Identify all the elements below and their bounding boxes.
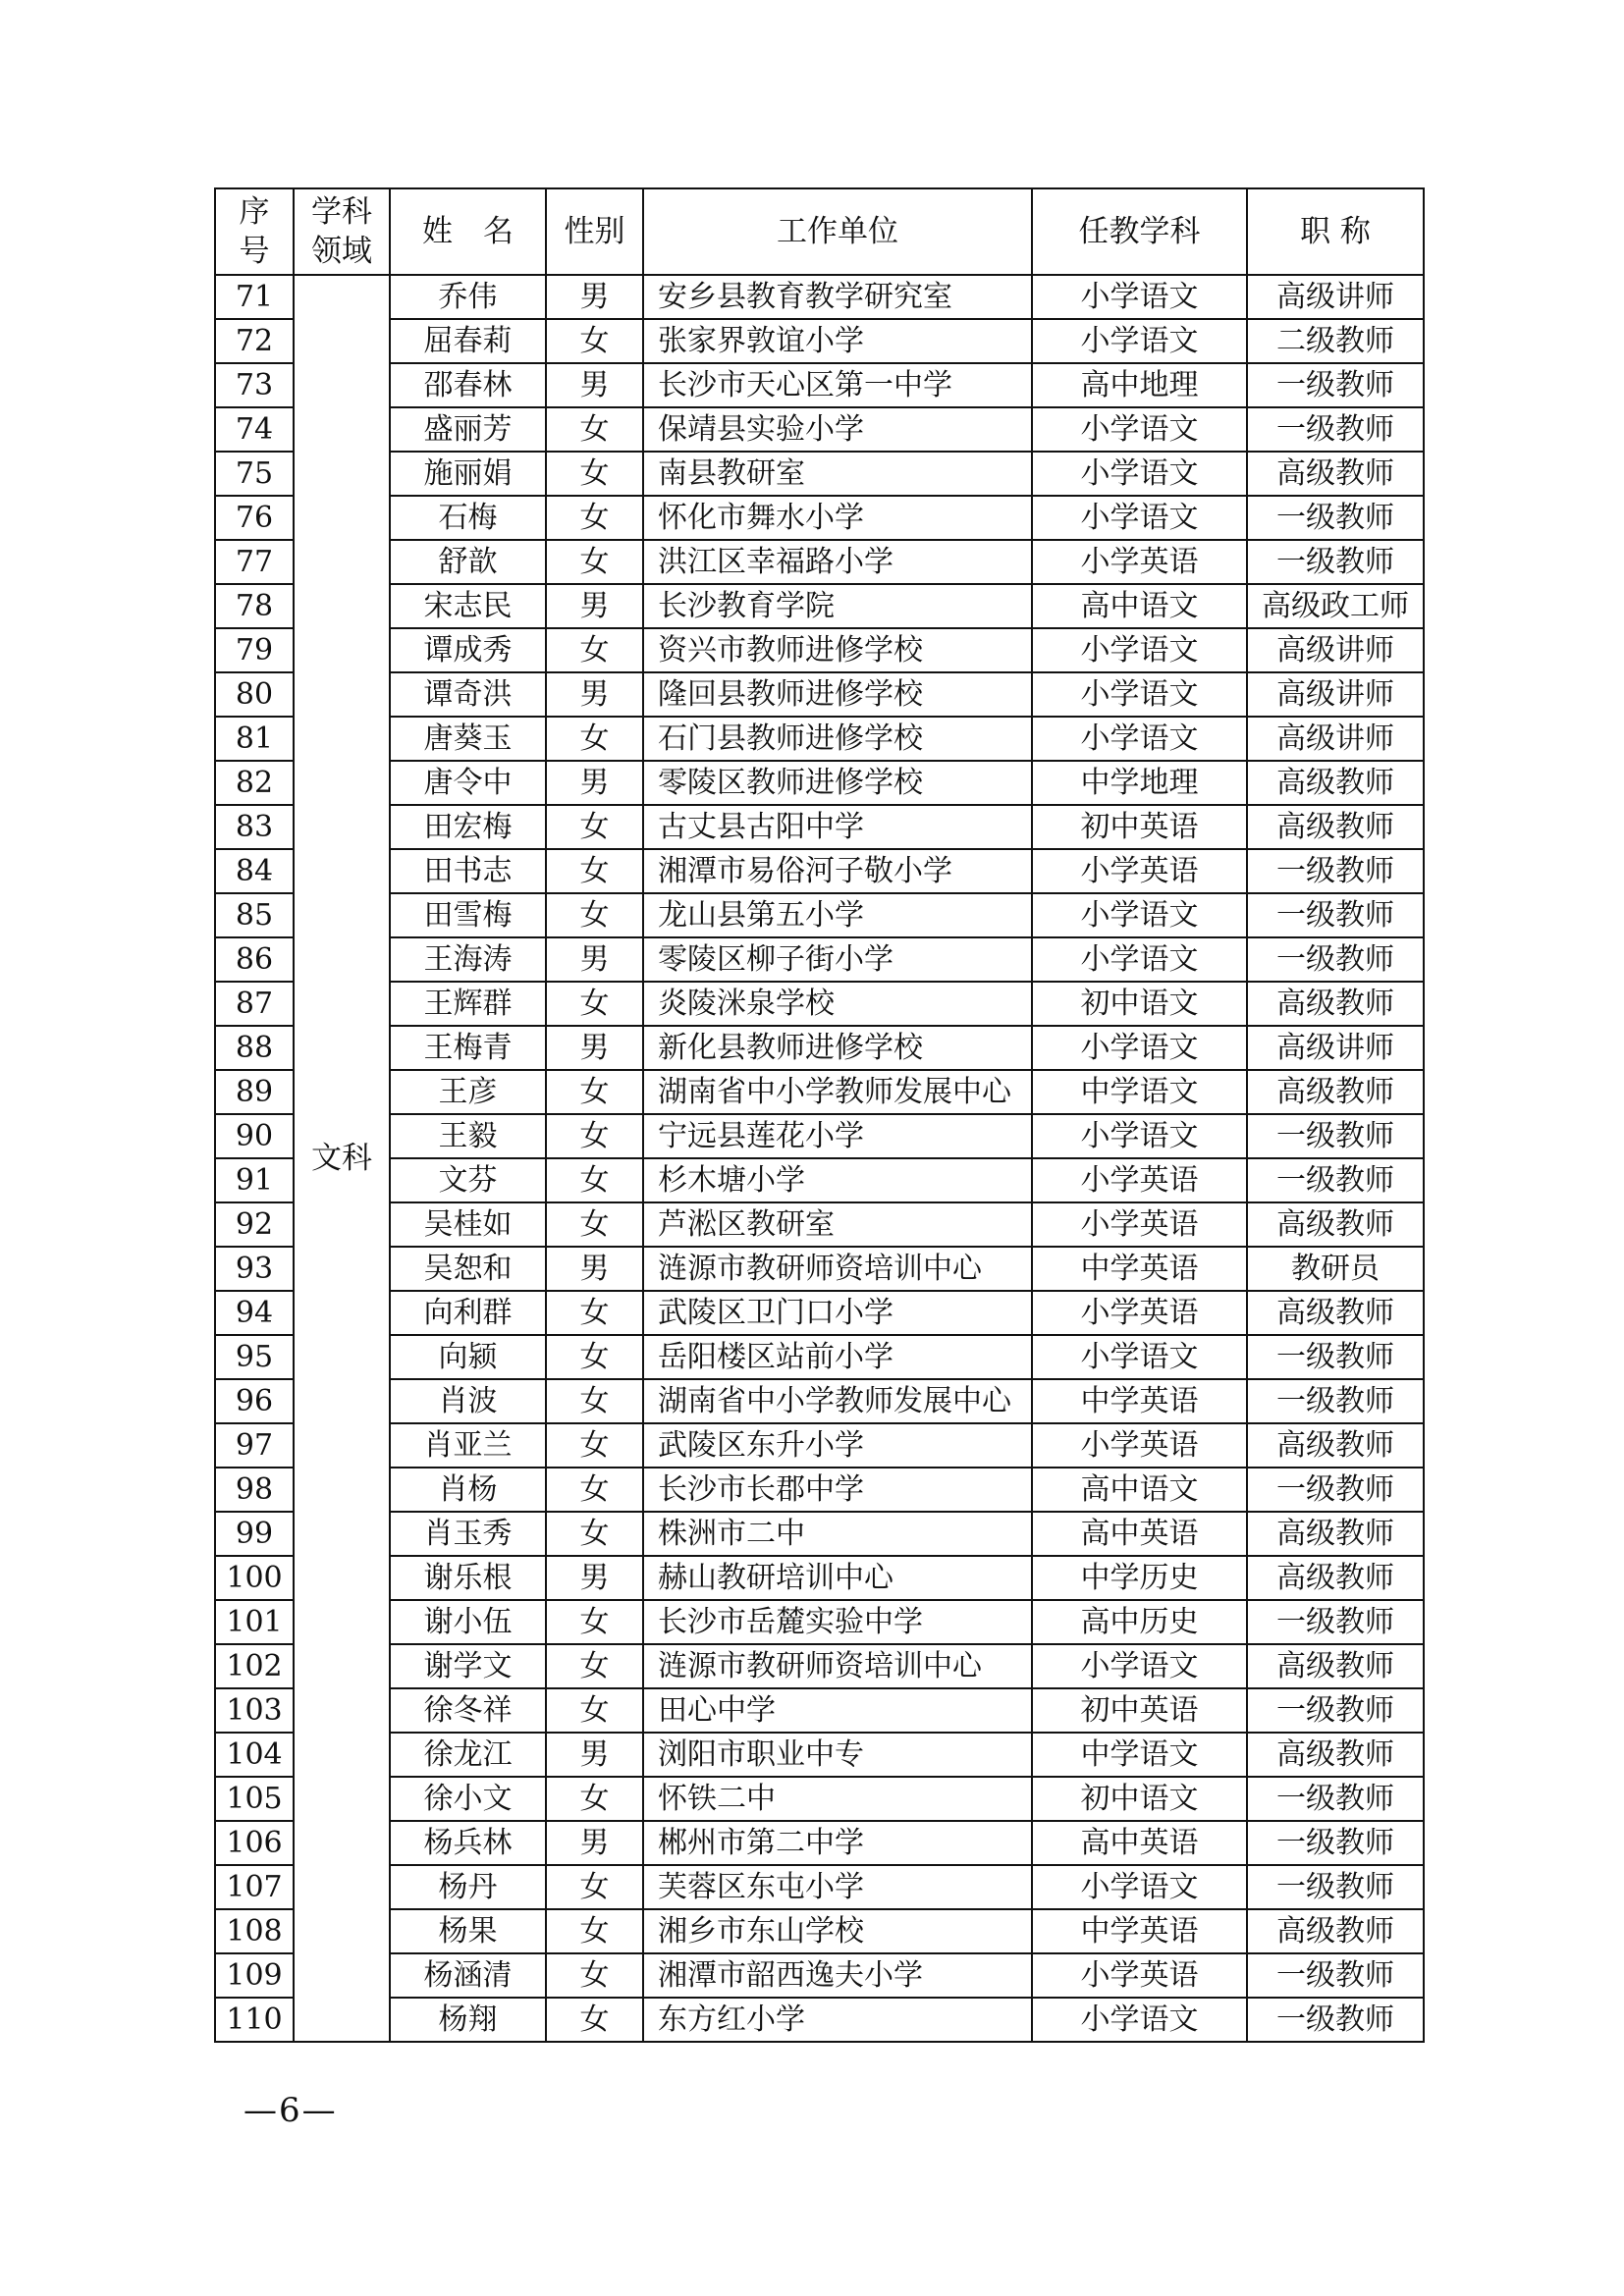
cell-unit: 长沙市天心区第一中学 [643, 363, 1032, 407]
cell-subject: 高中英语 [1032, 1821, 1247, 1865]
table-row [215, 1114, 1424, 1158]
cell-name: 宋志民 [390, 584, 546, 628]
cell-name: 王辉群 [390, 982, 546, 1026]
cell-seq: 86 [215, 937, 294, 982]
table-row [215, 982, 1424, 1026]
cell-gender: 女 [546, 717, 643, 761]
cell-subject: 小学英语 [1032, 1202, 1247, 1247]
cell-seq: 76 [215, 496, 294, 540]
cell-name: 唐葵玉 [390, 717, 546, 761]
cell-title: 一级教师 [1247, 1600, 1424, 1644]
cell-unit: 张家界敦谊小学 [643, 319, 1032, 363]
cell-title: 高级教师 [1247, 1556, 1424, 1600]
cell-gender: 女 [546, 893, 643, 937]
cell-name: 杨兵林 [390, 1821, 546, 1865]
cell-seq: 104 [215, 1733, 294, 1777]
cell-seq: 98 [215, 1468, 294, 1512]
table-row [215, 1777, 1424, 1821]
cell-name: 乔伟 [390, 275, 546, 319]
cell-name: 王梅青 [390, 1026, 546, 1070]
table-row [215, 1998, 1424, 2042]
cell-name: 谭奇洪 [390, 672, 546, 717]
cell-gender: 男 [546, 761, 643, 805]
cell-unit: 武陵区卫门口小学 [643, 1291, 1032, 1335]
cell-gender: 男 [546, 584, 643, 628]
cell-subject: 小学语文 [1032, 628, 1247, 672]
cell-seq: 109 [215, 1953, 294, 1998]
cell-gender: 女 [546, 1909, 643, 1953]
cell-gender: 女 [546, 1468, 643, 1512]
cell-subject: 小学语文 [1032, 1335, 1247, 1379]
cell-gender: 女 [546, 1512, 643, 1556]
table-row [215, 1733, 1424, 1777]
cell-subject: 高中语文 [1032, 1468, 1247, 1512]
cell-gender: 女 [546, 1423, 643, 1468]
cell-subject: 中学语文 [1032, 1733, 1247, 1777]
table-row [215, 1291, 1424, 1335]
cell-seq: 106 [215, 1821, 294, 1865]
table-row [215, 1202, 1424, 1247]
cell-title: 高级讲师 [1247, 628, 1424, 672]
header-row [215, 188, 1424, 275]
cell-title: 高级教师 [1247, 1733, 1424, 1777]
table-row [215, 1688, 1424, 1733]
cell-seq: 96 [215, 1379, 294, 1423]
cell-title: 高级教师 [1247, 761, 1424, 805]
cell-unit: 炎陵洣泉学校 [643, 982, 1032, 1026]
table-row [215, 1379, 1424, 1423]
table-body [215, 275, 1424, 2042]
cell-subject: 初中语文 [1032, 982, 1247, 1026]
cell-unit: 隆回县教师进修学校 [643, 672, 1032, 717]
cell-seq: 73 [215, 363, 294, 407]
cell-subject: 小学英语 [1032, 1423, 1247, 1468]
cell-title: 一级教师 [1247, 1114, 1424, 1158]
cell-title: 高级教师 [1247, 805, 1424, 849]
cell-title: 一级教师 [1247, 496, 1424, 540]
table-row [215, 452, 1424, 496]
table-row [215, 1821, 1424, 1865]
cell-gender: 女 [546, 1688, 643, 1733]
cell-title: 一级教师 [1247, 540, 1424, 584]
table-row [215, 1423, 1424, 1468]
table-row [215, 1556, 1424, 1600]
cell-title: 一级教师 [1247, 1865, 1424, 1909]
cell-subject: 小学英语 [1032, 1291, 1247, 1335]
cell-unit: 涟源市教研师资培训中心 [643, 1247, 1032, 1291]
cell-title: 高级教师 [1247, 1512, 1424, 1556]
cell-unit: 长沙市长郡中学 [643, 1468, 1032, 1512]
cell-name: 肖亚兰 [390, 1423, 546, 1468]
cell-seq: 93 [215, 1247, 294, 1291]
cell-gender: 女 [546, 1644, 643, 1688]
cell-title: 一级教师 [1247, 849, 1424, 893]
cell-unit: 郴州市第二中学 [643, 1821, 1032, 1865]
cell-seq: 79 [215, 628, 294, 672]
cell-seq: 80 [215, 672, 294, 717]
cell-name: 文芬 [390, 1158, 546, 1202]
cell-subject: 初中英语 [1032, 805, 1247, 849]
cell-gender: 男 [546, 937, 643, 982]
table-row [215, 540, 1424, 584]
cell-name: 王毅 [390, 1114, 546, 1158]
cell-gender: 女 [546, 1291, 643, 1335]
cell-gender: 女 [546, 1998, 643, 2042]
cell-gender: 女 [546, 1070, 643, 1114]
cell-subject: 小学英语 [1032, 1953, 1247, 1998]
cell-seq: 89 [215, 1070, 294, 1114]
table-row [215, 584, 1424, 628]
cell-title: 高级讲师 [1247, 275, 1424, 319]
cell-unit: 宁远县莲花小学 [643, 1114, 1032, 1158]
cell-unit: 东方红小学 [643, 1998, 1032, 2042]
header-gender: 性别 [546, 188, 643, 275]
cell-gender: 男 [546, 1556, 643, 1600]
cell-subject: 小学语文 [1032, 407, 1247, 452]
table-row [215, 1600, 1424, 1644]
cell-subject: 中学语文 [1032, 1070, 1247, 1114]
cell-subject: 小学语文 [1032, 275, 1247, 319]
cell-subject: 小学语文 [1032, 1865, 1247, 1909]
cell-title: 高级教师 [1247, 982, 1424, 1026]
cell-name: 向利群 [390, 1291, 546, 1335]
cell-title: 高级讲师 [1247, 672, 1424, 717]
cell-gender: 女 [546, 540, 643, 584]
table-row [215, 363, 1424, 407]
cell-unit: 岳阳楼区站前小学 [643, 1335, 1032, 1379]
cell-gender: 女 [546, 1158, 643, 1202]
cell-gender: 女 [546, 1114, 643, 1158]
cell-seq: 94 [215, 1291, 294, 1335]
table-row [215, 1247, 1424, 1291]
cell-title: 高级教师 [1247, 1644, 1424, 1688]
cell-unit: 新化县教师进修学校 [643, 1026, 1032, 1070]
table-row [215, 761, 1424, 805]
cell-name: 肖波 [390, 1379, 546, 1423]
cell-unit: 洪江区幸福路小学 [643, 540, 1032, 584]
cell-unit: 古丈县古阳中学 [643, 805, 1032, 849]
cell-subject: 初中语文 [1032, 1777, 1247, 1821]
cell-name: 盛丽芳 [390, 407, 546, 452]
cell-subject: 中学地理 [1032, 761, 1247, 805]
cell-name: 向颍 [390, 1335, 546, 1379]
table-row [215, 407, 1424, 452]
cell-unit: 湖南省中小学教师发展中心 [643, 1379, 1032, 1423]
table-row [215, 1158, 1424, 1202]
cell-name: 杨涵清 [390, 1953, 546, 1998]
table-row [215, 496, 1424, 540]
table-row [215, 275, 1424, 319]
cell-gender: 女 [546, 805, 643, 849]
cell-subject: 高中语文 [1032, 584, 1247, 628]
cell-seq: 75 [215, 452, 294, 496]
cell-title: 高级讲师 [1247, 717, 1424, 761]
cell-subject: 小学语文 [1032, 496, 1247, 540]
cell-name: 吴恕和 [390, 1247, 546, 1291]
cell-gender: 男 [546, 1026, 643, 1070]
cell-unit: 龙山县第五小学 [643, 893, 1032, 937]
cell-title: 一级教师 [1247, 1821, 1424, 1865]
cell-subject: 中学英语 [1032, 1909, 1247, 1953]
cell-seq: 107 [215, 1865, 294, 1909]
cell-seq: 110 [215, 1998, 294, 2042]
cell-title: 一级教师 [1247, 1158, 1424, 1202]
cell-seq: 88 [215, 1026, 294, 1070]
cell-unit: 资兴市教师进修学校 [643, 628, 1032, 672]
cell-unit: 长沙市岳麓实验中学 [643, 1600, 1032, 1644]
cell-name: 田书志 [390, 849, 546, 893]
cell-gender: 女 [546, 1600, 643, 1644]
header-subject: 任教学科 [1032, 188, 1247, 275]
table-row [215, 805, 1424, 849]
cell-name: 唐令中 [390, 761, 546, 805]
cell-subject: 小学英语 [1032, 1158, 1247, 1202]
cell-subject: 小学语文 [1032, 319, 1247, 363]
cell-unit: 安乡县教育教学研究室 [643, 275, 1032, 319]
cell-unit: 零陵区教师进修学校 [643, 761, 1032, 805]
cell-gender: 男 [546, 275, 643, 319]
table-row [215, 1512, 1424, 1556]
cell-name: 屈春莉 [390, 319, 546, 363]
cell-unit: 浏阳市职业中专 [643, 1733, 1032, 1777]
cell-name: 施丽娟 [390, 452, 546, 496]
cell-unit: 保靖县实验小学 [643, 407, 1032, 452]
cell-gender: 女 [546, 1953, 643, 1998]
cell-name: 王彦 [390, 1070, 546, 1114]
cell-title: 高级教师 [1247, 452, 1424, 496]
cell-title: 一级教师 [1247, 1335, 1424, 1379]
table-row [215, 628, 1424, 672]
cell-gender: 男 [546, 1733, 643, 1777]
cell-name: 吴桂如 [390, 1202, 546, 1247]
cell-title: 高级教师 [1247, 1202, 1424, 1247]
cell-seq: 97 [215, 1423, 294, 1468]
cell-gender: 男 [546, 1247, 643, 1291]
cell-unit: 赫山教研培训中心 [643, 1556, 1032, 1600]
cell-name: 谢小伍 [390, 1600, 546, 1644]
cell-unit: 芦淞区教研室 [643, 1202, 1032, 1247]
cell-name: 王海涛 [390, 937, 546, 982]
cell-seq: 95 [215, 1335, 294, 1379]
table-row [215, 717, 1424, 761]
table-row [215, 1909, 1424, 1953]
cell-domain: 文科 [294, 275, 390, 2042]
cell-subject: 小学语文 [1032, 937, 1247, 982]
cell-seq: 83 [215, 805, 294, 849]
cell-seq: 92 [215, 1202, 294, 1247]
cell-name: 杨果 [390, 1909, 546, 1953]
table-row [215, 1865, 1424, 1909]
table-row [215, 1953, 1424, 1998]
cell-name: 徐冬祥 [390, 1688, 546, 1733]
cell-gender: 男 [546, 1821, 643, 1865]
cell-title: 高级教师 [1247, 1909, 1424, 1953]
cell-unit: 杉木塘小学 [643, 1158, 1032, 1202]
cell-seq: 71 [215, 275, 294, 319]
cell-seq: 108 [215, 1909, 294, 1953]
cell-title: 一级教师 [1247, 1468, 1424, 1512]
cell-subject: 小学语文 [1032, 452, 1247, 496]
cell-unit: 涟源市教研师资培训中心 [643, 1644, 1032, 1688]
cell-subject: 小学语文 [1032, 1026, 1247, 1070]
cell-title: 教研员 [1247, 1247, 1424, 1291]
cell-title: 高级讲师 [1247, 1026, 1424, 1070]
cell-name: 谢乐根 [390, 1556, 546, 1600]
table-row [215, 849, 1424, 893]
cell-name: 杨翔 [390, 1998, 546, 2042]
page-number: —6— [244, 2091, 338, 2130]
cell-unit: 湘潭市韶西逸夫小学 [643, 1953, 1032, 1998]
cell-gender: 女 [546, 319, 643, 363]
cell-seq: 78 [215, 584, 294, 628]
cell-name: 杨丹 [390, 1865, 546, 1909]
cell-unit: 湖南省中小学教师发展中心 [643, 1070, 1032, 1114]
cell-seq: 103 [215, 1688, 294, 1733]
cell-unit: 湘潭市易俗河子敬小学 [643, 849, 1032, 893]
cell-gender: 女 [546, 1865, 643, 1909]
cell-seq: 81 [215, 717, 294, 761]
cell-subject: 小学语文 [1032, 893, 1247, 937]
cell-unit: 怀铁二中 [643, 1777, 1032, 1821]
cell-title: 一级教师 [1247, 1998, 1424, 2042]
cell-name: 肖杨 [390, 1468, 546, 1512]
cell-subject: 初中英语 [1032, 1688, 1247, 1733]
cell-name: 邵春林 [390, 363, 546, 407]
cell-unit: 零陵区柳子街小学 [643, 937, 1032, 982]
cell-gender: 女 [546, 1777, 643, 1821]
cell-seq: 84 [215, 849, 294, 893]
cell-gender: 男 [546, 363, 643, 407]
cell-name: 肖玉秀 [390, 1512, 546, 1556]
cell-seq: 90 [215, 1114, 294, 1158]
header-domain: 学科 领域 [294, 188, 390, 275]
table-row [215, 1468, 1424, 1512]
cell-title: 高级教师 [1247, 1423, 1424, 1468]
cell-gender: 女 [546, 849, 643, 893]
header-name: 姓 名 [390, 188, 546, 275]
table-row [215, 893, 1424, 937]
cell-unit: 怀化市舞水小学 [643, 496, 1032, 540]
cell-name: 谢学文 [390, 1644, 546, 1688]
cell-title: 高级政工师 [1247, 584, 1424, 628]
cell-title: 高级教师 [1247, 1070, 1424, 1114]
cell-seq: 74 [215, 407, 294, 452]
cell-gender: 女 [546, 982, 643, 1026]
cell-seq: 99 [215, 1512, 294, 1556]
teacher-list-table [214, 187, 1425, 2043]
cell-title: 一级教师 [1247, 1777, 1424, 1821]
cell-name: 田宏梅 [390, 805, 546, 849]
cell-subject: 中学历史 [1032, 1556, 1247, 1600]
cell-gender: 女 [546, 628, 643, 672]
cell-name: 谭成秀 [390, 628, 546, 672]
cell-subject: 小学语文 [1032, 1644, 1247, 1688]
cell-title: 一级教师 [1247, 363, 1424, 407]
table-row [215, 672, 1424, 717]
table-row [215, 937, 1424, 982]
cell-gender: 女 [546, 452, 643, 496]
cell-gender: 男 [546, 672, 643, 717]
cell-gender: 女 [546, 407, 643, 452]
table-row [215, 1070, 1424, 1114]
cell-subject: 高中历史 [1032, 1600, 1247, 1644]
cell-title: 一级教师 [1247, 937, 1424, 982]
cell-title: 一级教师 [1247, 1688, 1424, 1733]
cell-title: 二级教师 [1247, 319, 1424, 363]
cell-subject: 小学语文 [1032, 1998, 1247, 2042]
cell-subject: 小学英语 [1032, 540, 1247, 584]
cell-gender: 女 [546, 1202, 643, 1247]
cell-unit: 芙蓉区东屯小学 [643, 1865, 1032, 1909]
cell-seq: 77 [215, 540, 294, 584]
cell-title: 一级教师 [1247, 407, 1424, 452]
cell-name: 田雪梅 [390, 893, 546, 937]
header-seq: 序 号 [215, 188, 294, 275]
cell-subject: 小学语文 [1032, 1114, 1247, 1158]
table-row [215, 319, 1424, 363]
cell-unit: 南县教研室 [643, 452, 1032, 496]
cell-name: 徐龙江 [390, 1733, 546, 1777]
cell-seq: 72 [215, 319, 294, 363]
cell-gender: 女 [546, 496, 643, 540]
cell-gender: 女 [546, 1379, 643, 1423]
table-row [215, 1026, 1424, 1070]
cell-name: 舒歆 [390, 540, 546, 584]
cell-title: 一级教师 [1247, 893, 1424, 937]
cell-gender: 女 [546, 1335, 643, 1379]
cell-seq: 87 [215, 982, 294, 1026]
cell-unit: 株洲市二中 [643, 1512, 1032, 1556]
cell-subject: 小学语文 [1032, 717, 1247, 761]
cell-title: 高级教师 [1247, 1291, 1424, 1335]
cell-seq: 85 [215, 893, 294, 937]
cell-seq: 101 [215, 1600, 294, 1644]
cell-subject: 中学英语 [1032, 1247, 1247, 1291]
cell-unit: 田心中学 [643, 1688, 1032, 1733]
cell-unit: 长沙教育学院 [643, 584, 1032, 628]
cell-unit: 湘乡市东山学校 [643, 1909, 1032, 1953]
cell-subject: 小学语文 [1032, 672, 1247, 717]
cell-subject: 高中英语 [1032, 1512, 1247, 1556]
cell-seq: 105 [215, 1777, 294, 1821]
cell-name: 徐小文 [390, 1777, 546, 1821]
header-title: 职 称 [1247, 188, 1424, 275]
cell-title: 一级教师 [1247, 1953, 1424, 1998]
cell-unit: 石门县教师进修学校 [643, 717, 1032, 761]
header-unit: 工作单位 [643, 188, 1032, 275]
cell-name: 石梅 [390, 496, 546, 540]
table-row [215, 1335, 1424, 1379]
cell-unit: 武陵区东升小学 [643, 1423, 1032, 1468]
cell-seq: 100 [215, 1556, 294, 1600]
cell-seq: 91 [215, 1158, 294, 1202]
cell-title: 一级教师 [1247, 1379, 1424, 1423]
cell-subject: 中学英语 [1032, 1379, 1247, 1423]
cell-subject: 小学英语 [1032, 849, 1247, 893]
cell-subject: 高中地理 [1032, 363, 1247, 407]
cell-seq: 102 [215, 1644, 294, 1688]
table-row [215, 1644, 1424, 1688]
cell-seq: 82 [215, 761, 294, 805]
